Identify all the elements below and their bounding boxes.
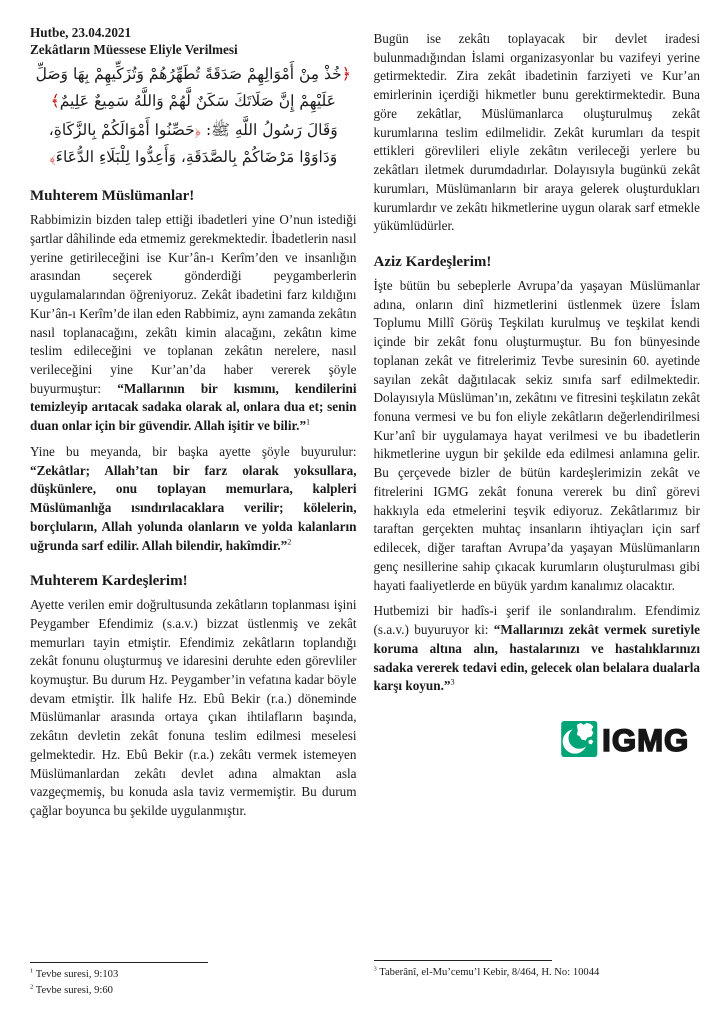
arabic-quran-verse: ﴿خُذْ مِنْ أَمْوَالِهِمْ صَدَقَةً تُطَهِّرُهُمْ وَتُزَكِّيهِمْ بِهَا وَصَلِّ عَلَيْهِمْ إِنَّ صَلَاتَكَ سَكَنٌ لَّهُمْ وَاللَّهُ سَمِيعٌ عَلِيمٌ﴾	[35, 64, 351, 110]
igmg-logo-text: IGMG	[602, 723, 690, 759]
igmg-logo-graphic	[561, 719, 698, 759]
footnote-separator	[30, 962, 208, 963]
document-title: Zekâtların Müessese Eliyle Verilmesi	[30, 42, 238, 58]
paragraph: Yine bu meyanda, bir başka ayette şöyle buyurulur: “Zekâtlar; Allah’tan bir farz olarak yoksullara, düşkünlere, onu toplayan memurlara, kalpleri Müslümanlığa ısındırılacaklara verilir; kölelerin, borçluların, Allah yolunda olanların ve yolda kalanların uğrunda sarf edilir. Allah bilendir, hakîmdir.”$^2$	[30, 443, 357, 553]
left-column	[30, 24, 357, 998]
document-date: Hutbe, 23.04.2021	[30, 25, 132, 40]
footnotes-right	[374, 960, 701, 980]
paragraph: İşte bütün bu sebeplerle Avrupa’da yaşayan Müslümanlar adına, onların dinî hizmetlerini üstlenmek üzere İslam Toplumu Millî Görüş Teşkilatı kurulmuş ve teşkilat kendi içinde bir zekât fonu oluşturmuştur. Bu fon bünyesinde toplanan zekât ve fitrelerimiz Tevbe suresinin 60. ayetinde sayılan zekât dağıtılacak sekiz sınıfa sarf edilmektedir. Dolayısıyla Müslüman’ın, zekâtını ve fitresini teşkilatın zekât fonuna vermesi ve bu fon eliyle zekâtların değerlendirilmesi Kur’anî bir uygulamaya hayat verilmesi ve bu ibadetlerin hikmetlerine uygun bir şekilde eda edilmesi anlamına gelir. Bu çerçevede bizler de bütün kardeşlerimizin zekât ve fitrelerini IGMG zekât fonuna vererek bu dinî görevi hakkıyla eda etmelerini teşvik ediyoruz. Zekâtlarımız bir taraftan gerçekten muhtaç insanların ihtiyaçları için sarf edilecek, diğer taraftan Avrupa’da yaşayan Müslümanların genç nesillerine sahip çıkacak kurumların oluşturulması gibi hayati faaliyetlerde en büyük yardım kanalımız olacaktır.	[373, 277, 700, 593]
footnote-2: $^2$ Tevbe suresi, 9:60	[30, 983, 113, 996]
section-heading-muhterem-kardeslerim: Muhterem Kardeşlerim!	[30, 573, 188, 590]
arabic-hadith: وَقَالَ رَسُولُ اللَّهِ ﷺ: ﴿حَصِّنُوا أَمْوَالَكُمْ بِالزَّكَاةِ، وَدَاوَوْا مَرْضَاكُمْ بِالصَّدَقَةِ، وَأَعِدُّوا لِلْبَلَاءِ الدُّعَاءَ﴾	[48, 121, 338, 167]
igmg-logo	[374, 719, 701, 759]
paragraph: Hutbemizi bir hadîs-i şerif ile sonlandıralım. Efendimiz (s.a.v.) buyuruyor ki: “Mallarınızı zekât vermek suretiyle koruma altına alın, hastalarınızı ve hastalıklarınızı sadaka vererek tedavi edin, gelecek olan belalara dualarla karşı koyun.”$^3$	[373, 603, 700, 694]
paragraph: Bugün ise zekâtı toplayacak bir devlet iradesi bulunmadığından İslami organizasyonlar bu vazifeyi yerine getirmektedir. Zira zekât ibadetinin farziyeti ve Kur’an emirlerinin içerdiği hikmetler bunu gerektirmektedir. Buna göre zekâtlar, Müslümanlarca oluşturulmuş zekât kurumlarına teslim edilmelidir. Zekât kurumları da tespit ettikleri görevlileri eliyle zekâtın verileceği yerlere bu zekâtları iletmek durumdadırlar. Dolayısıyla bugünkü zekât kurumları, Müslümanların bir araya gelerek oluşturdukları kurumlardır ve zekâtı hikmetlerine uygun olarak sarf etmekle yükümlüdürler.	[373, 31, 700, 234]
paragraph: Rabbimizin bizden talep ettiği ibadetleri yine O’nun istediği şartlar dâhilinde eda etmemiz gerekmektedir. İbadetlerin nasıl yerine getirileceğini ise Kur’ân-ı Kerîm’den ve insanlığın arasından seçerek gönderdiği peygamberlerin uygulamalarından öğreniyoruz. Zekât ibadetini farz kıldığını Kur’ân-ı Kerîm’de ilan eden Rabbimiz, aynı zamanda zekâtın nasıl toplanacağını, zekâtı kimin alacağını, zekâtın kime teslim edileceğini ve toplanan zekâtın nerelere, nasıl verileceğini yine Kur’an’da haber vererek şöyle buyurmuştur: “Mallarının bir kısmını, kendilerini temizleyip arıtacak sadaka olarak al, onlara dua et; senin duan onlar için bir güvendir. Allah işitir ve bilir.”$^1$	[30, 212, 357, 434]
footnote-3: $^3$ Taberânî, el-Mu’cemu’l Kebir, 8/464, H. No: 10044	[373, 965, 600, 978]
section-heading-aziz-kardeslerim: Aziz Kardeşlerim!	[373, 254, 492, 271]
section-heading-muhterem-muslumanlar: Muhterem Müslümanlar!	[30, 188, 195, 205]
footnote-1: $^1$ Tevbe suresi, 9:103	[30, 967, 119, 981]
right-column	[374, 24, 701, 998]
footnote-separator	[374, 960, 552, 961]
paragraph: Ayette verilen emir doğrultusunda zekâtların toplanması işini Peygamber Efendimiz (s.a.v.) bizzat üstlenmiş ve zekât memurları tayin etmiştir. Efendimiz zekâtların toplandığı zekât fonunu oluşturmuş ve idaresini deruhte eden görevliler koymuştur. Bu durum Hz. Peygamber’in vefatına kadar böyle devam etmiştir. İlk halife Hz. Ebû Bekir (r.a.) döneminde Müslümanlar arasında ortaya çıkan ihtilafların başında, zekâtın devletin zekât fonuna teslim edilmesi meselesi gelmektedir. Hz. Ebû Bekir (r.a.) zekâtı vermek istemeyen Müslümanlardan zekâtı devlet adına almaktan asla vazgeçmemiş, bu konuda asla taviz vermemiştir. Bu durum çağlar boyunca bu şekilde uygulanmıştır.	[30, 597, 357, 819]
footnotes-left	[30, 962, 357, 998]
